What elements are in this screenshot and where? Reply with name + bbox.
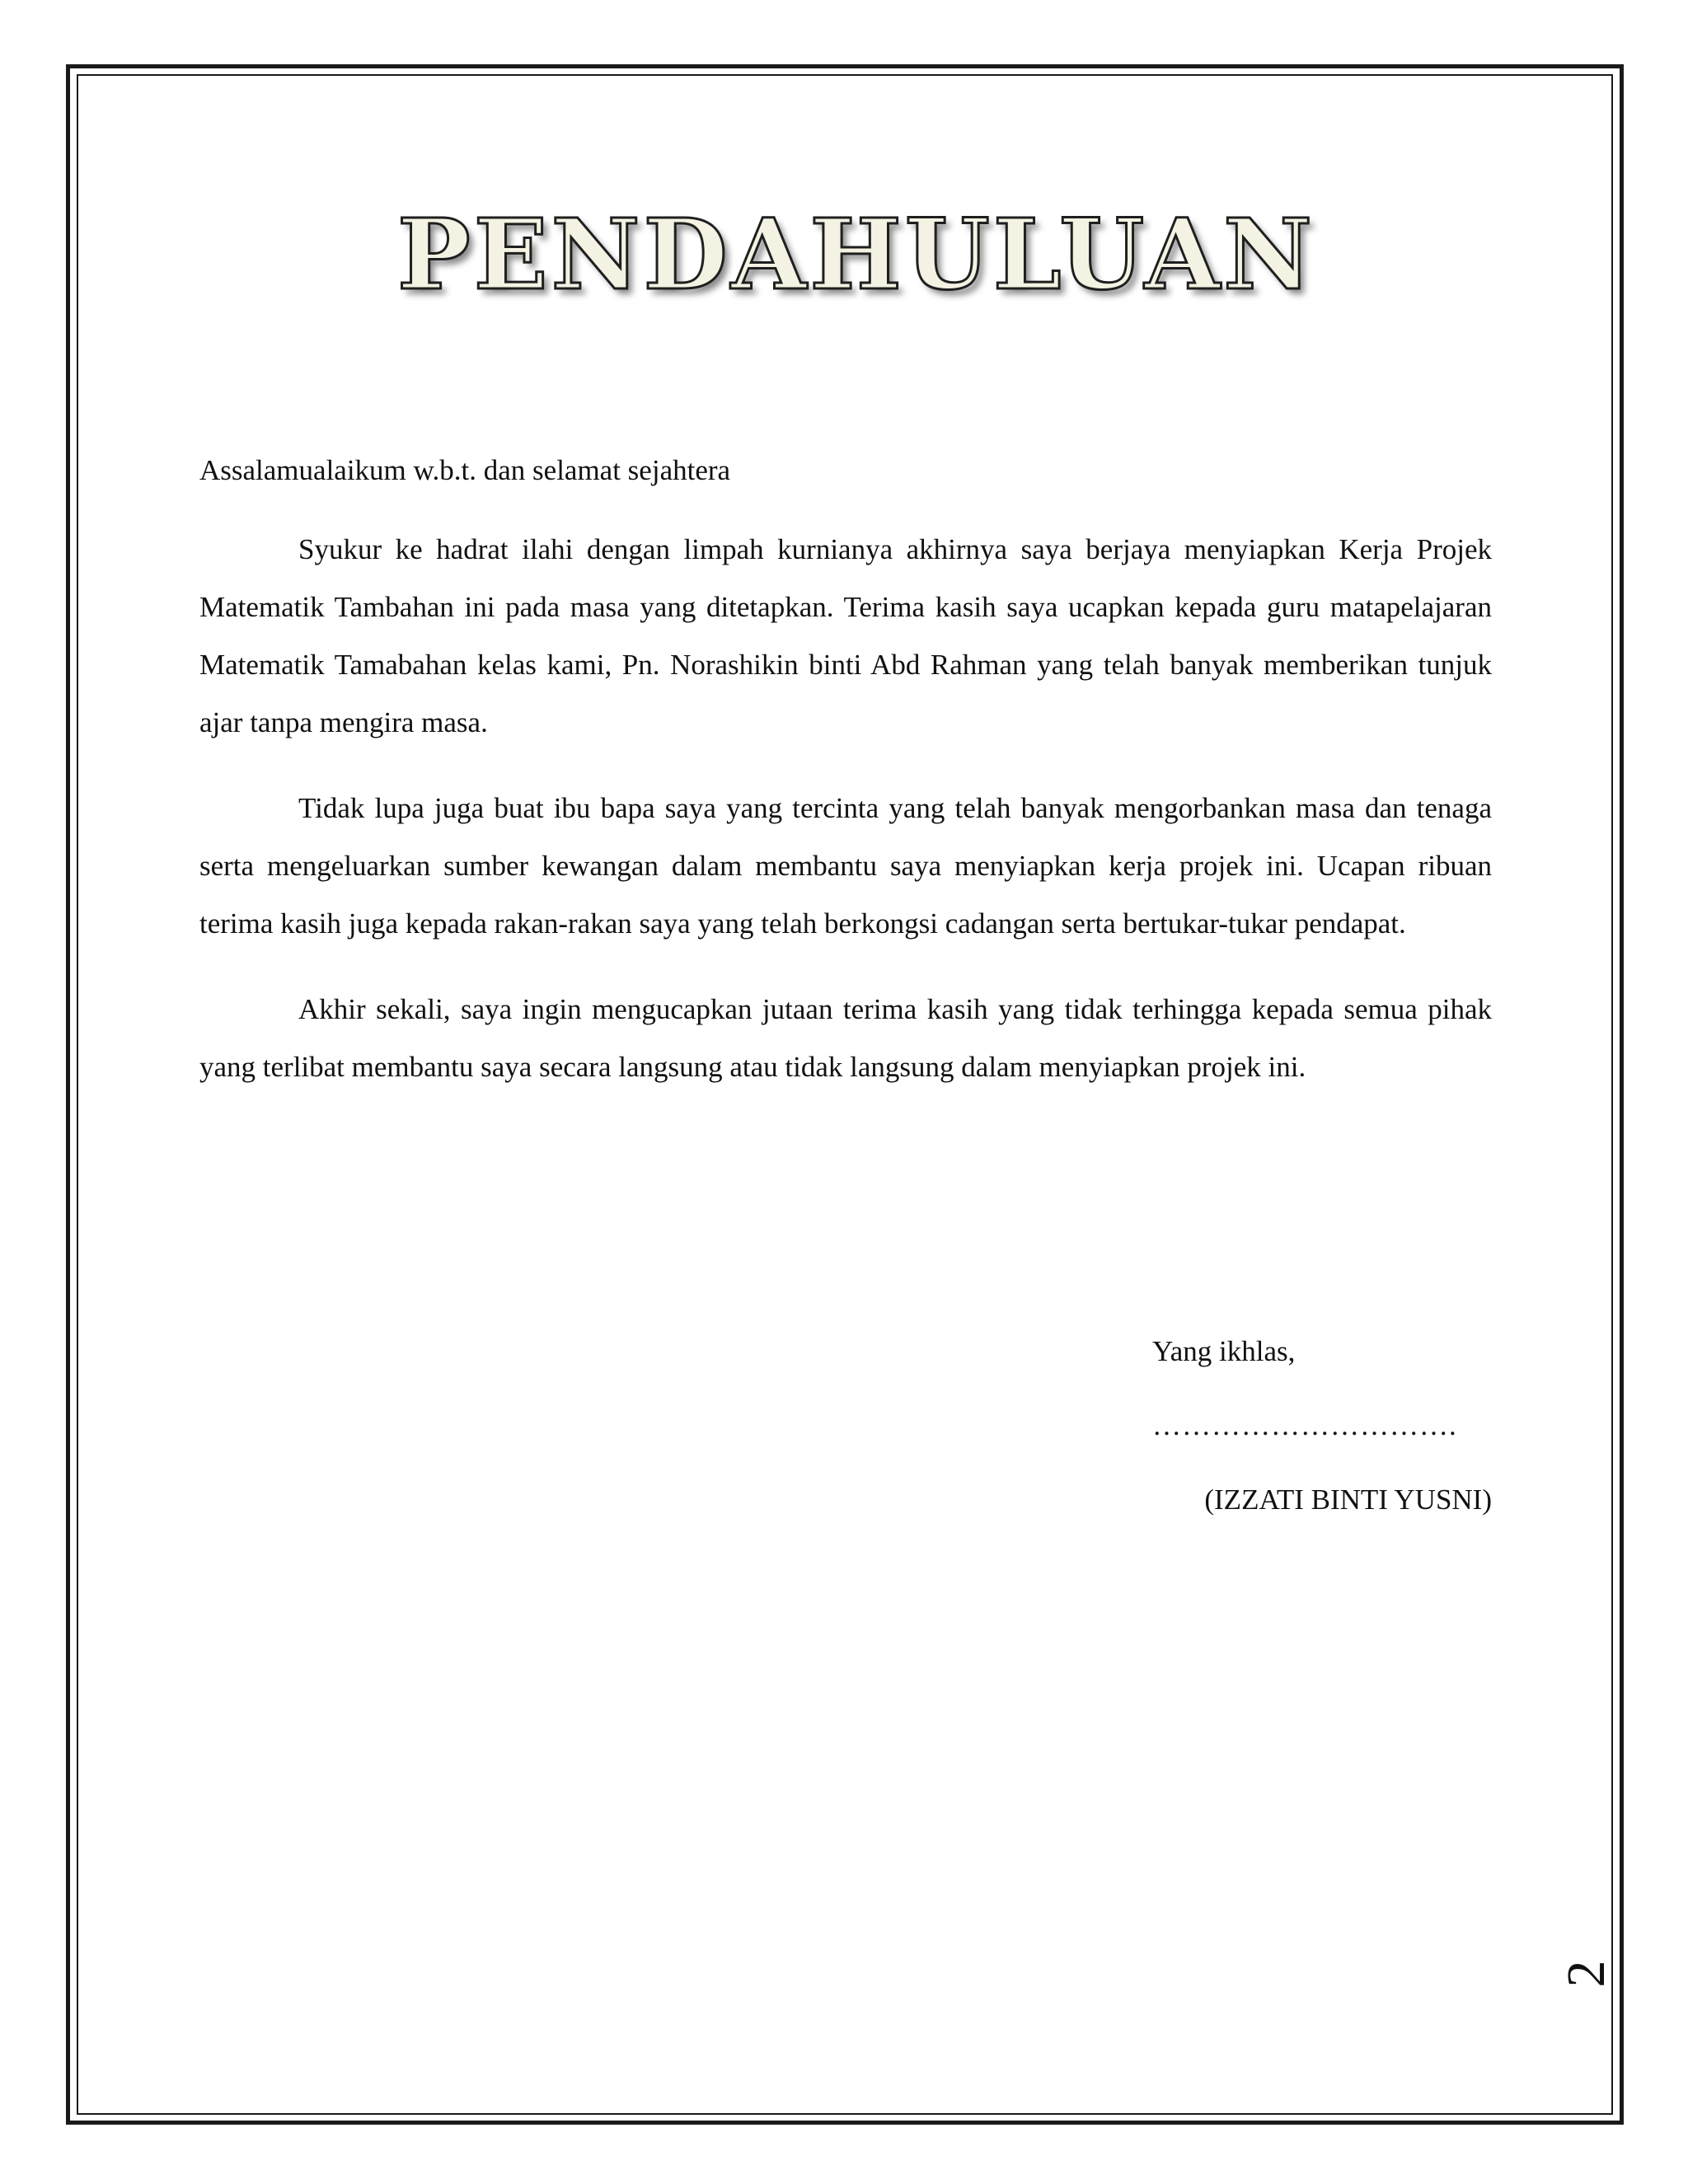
closing-salutation: Yang ikhlas, (1152, 1335, 1296, 1367)
paragraph-gratitude-teacher: Syukur ke hadrat ilahi dengan limpah kurnianya akhirnya saya berjaya menyiapkan Kerja Projek Matematik Tambahan ini pada masa yang ditetapkan. Terima kasih saya ucapkan kepada guru matapelajaran Matematik Tamabahan kelas kami, Pn. Norashikin binti Abd Rahman yang telah banyak memberikan tunjuk ajar tanpa mengira masa. (199, 533, 1492, 738)
letter-body (199, 442, 1492, 1124)
page-number: 2 (1556, 1960, 1616, 1988)
paragraph-gratitude-parents: Tidak lupa juga buat ibu bapa saya yang tercinta yang telah banyak mengorbankan masa dan tenaga serta mengeluarkan sumber kewangan dalam membantu saya menyiapkan kerja projek ini. Ucapan ribuan terima kasih juga kepada rakan-rakan saya yang telah berkongsi cadangan serta bertukar-tukar pendapat. (199, 792, 1492, 940)
signature-line: …………………………. (1152, 1409, 1457, 1441)
paragraph-closing-thanks: Akhir sekali, saya ingin mengucapkan jutaan terima kasih yang tidak terhingga kepada semua pihak yang terlibat membantu saya secara langsung atau tidak langsung dalam menyiapkan projek ini. (199, 993, 1492, 1083)
signatory-name: (IZZATI BINTI YUSNI) (1204, 1483, 1492, 1516)
greeting: Assalamualaikum w.b.t. dan selamat sejahtera (199, 454, 731, 486)
page-title: PENDAHULUAN (396, 197, 1315, 312)
signature-block (1152, 1323, 1492, 1545)
